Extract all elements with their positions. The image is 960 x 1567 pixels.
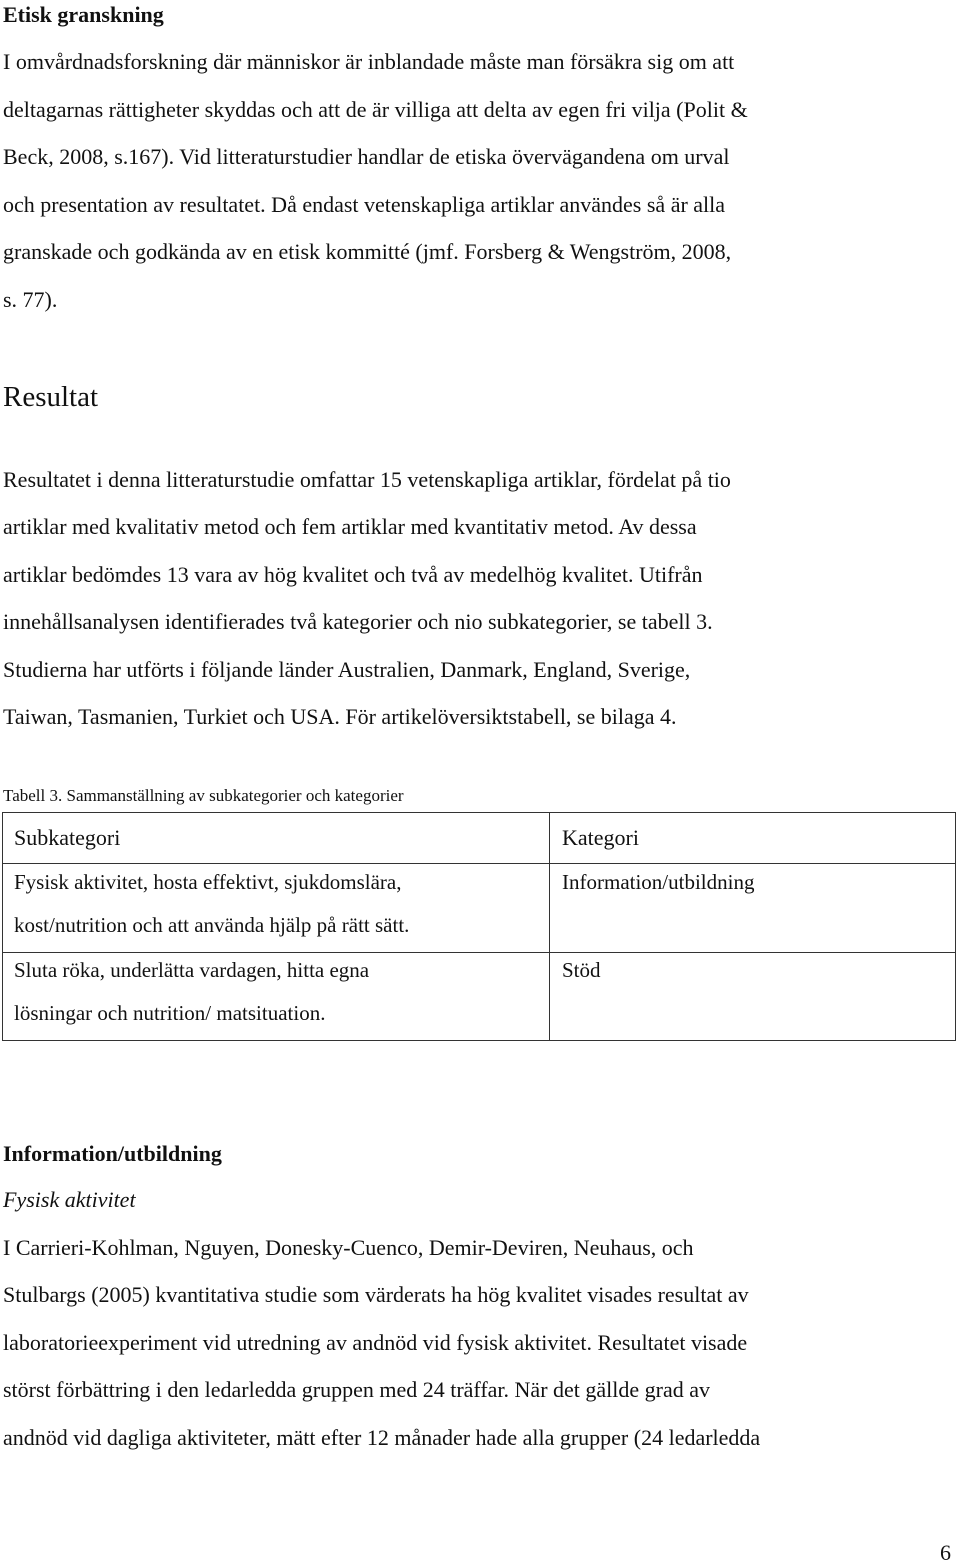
paragraph-line: Studierna har utförts i följande länder Australien, Danmark, England, Sverige, — [3, 657, 691, 682]
paragraph-line: Taiwan, Tasmanien, Turkiet och USA. För artikelöversiktstabell, se bilaga 4. — [3, 704, 677, 729]
table-cell-kategori: Stöd — [562, 958, 601, 982]
table-cell-subkategori: Sluta röka, underlätta vardagen, hitta egna — [14, 958, 370, 982]
table-cell-subkategori: kost/nutrition och att använda hjälp på rätt sätt. — [14, 913, 410, 937]
paragraph-line: och presentation av resultatet. Då endast vetenskapliga artiklar användes så är alla — [3, 192, 726, 217]
summary-table — [2, 812, 956, 1041]
table-caption: Tabell 3. Sammanställning av subkategorier och kategorier — [3, 786, 404, 805]
section-heading-etisk: Etisk granskning — [3, 2, 164, 27]
paragraph-line: Beck, 2008, s.167). Vid litteraturstudier handlar de etiska övervägandena om urval — [3, 144, 730, 169]
paragraph-line: I omvårdnadsforskning där människor är inblandade måste man försäkra sig om att — [3, 49, 735, 74]
paragraph-line: innehållsanalysen identifierades två kategorier och nio subkategorier, se tabell 3. — [3, 609, 713, 634]
subheading-fysisk-aktivitet: Fysisk aktivitet — [3, 1187, 136, 1212]
paragraph-line: andnöd vid dagliga aktiviteter, mätt efter 12 månader hade alla grupper (24 ledarledda — [3, 1425, 761, 1450]
table-cell-kategori: Information/utbildning — [562, 870, 755, 894]
paragraph-line: deltagarnas rättigheter skyddas och att de är villiga att delta av egen fri vilja (Polit & — [3, 97, 748, 122]
table-cell-subkategori: Fysisk aktivitet, hosta effektivt, sjukdomslära, — [14, 870, 402, 894]
paragraph-line: s. 77). — [3, 287, 58, 312]
section-heading-information: Information/utbildning — [3, 1141, 222, 1166]
table-cell-subkategori: lösningar och nutrition/ matsituation. — [14, 1001, 326, 1025]
table-column-divider — [549, 813, 550, 1040]
section-heading-resultat: Resultat — [3, 381, 99, 413]
paragraph-line: I Carrieri-Kohlman, Nguyen, Donesky-Cuenco, Demir-Deviren, Neuhaus, och — [3, 1235, 694, 1260]
page-number: 6 — [940, 1540, 951, 1565]
table-row-divider — [3, 952, 955, 953]
table-header-kategori: Kategori — [562, 825, 639, 850]
paragraph-line: artiklar bedömdes 13 vara av hög kvalitet och två av medelhög kvalitet. Utifrån — [3, 562, 703, 587]
paragraph-line: artiklar med kvalitativ metod och fem artiklar med kvantitativ metod. Av dessa — [3, 514, 697, 539]
table-row-divider — [3, 863, 955, 864]
table-header-subkategori: Subkategori — [14, 825, 121, 850]
paragraph-line: Resultatet i denna litteraturstudie omfattar 15 vetenskapliga artiklar, fördelat på tio — [3, 467, 731, 492]
paragraph-line: Stulbargs (2005) kvantitativa studie som värderats ha hög kvalitet visades resultat av — [3, 1282, 749, 1307]
paragraph-line: störst förbättring i den ledarledda gruppen med 24 träffar. När det gällde grad av — [3, 1377, 711, 1402]
paragraph-line: granskade och godkända av en etisk kommitté (jmf. Forsberg & Wengström, 2008, — [3, 239, 732, 264]
paragraph-line: laboratorieexperiment vid utredning av andnöd vid fysisk aktivitet. Resultatet visade — [3, 1330, 748, 1355]
